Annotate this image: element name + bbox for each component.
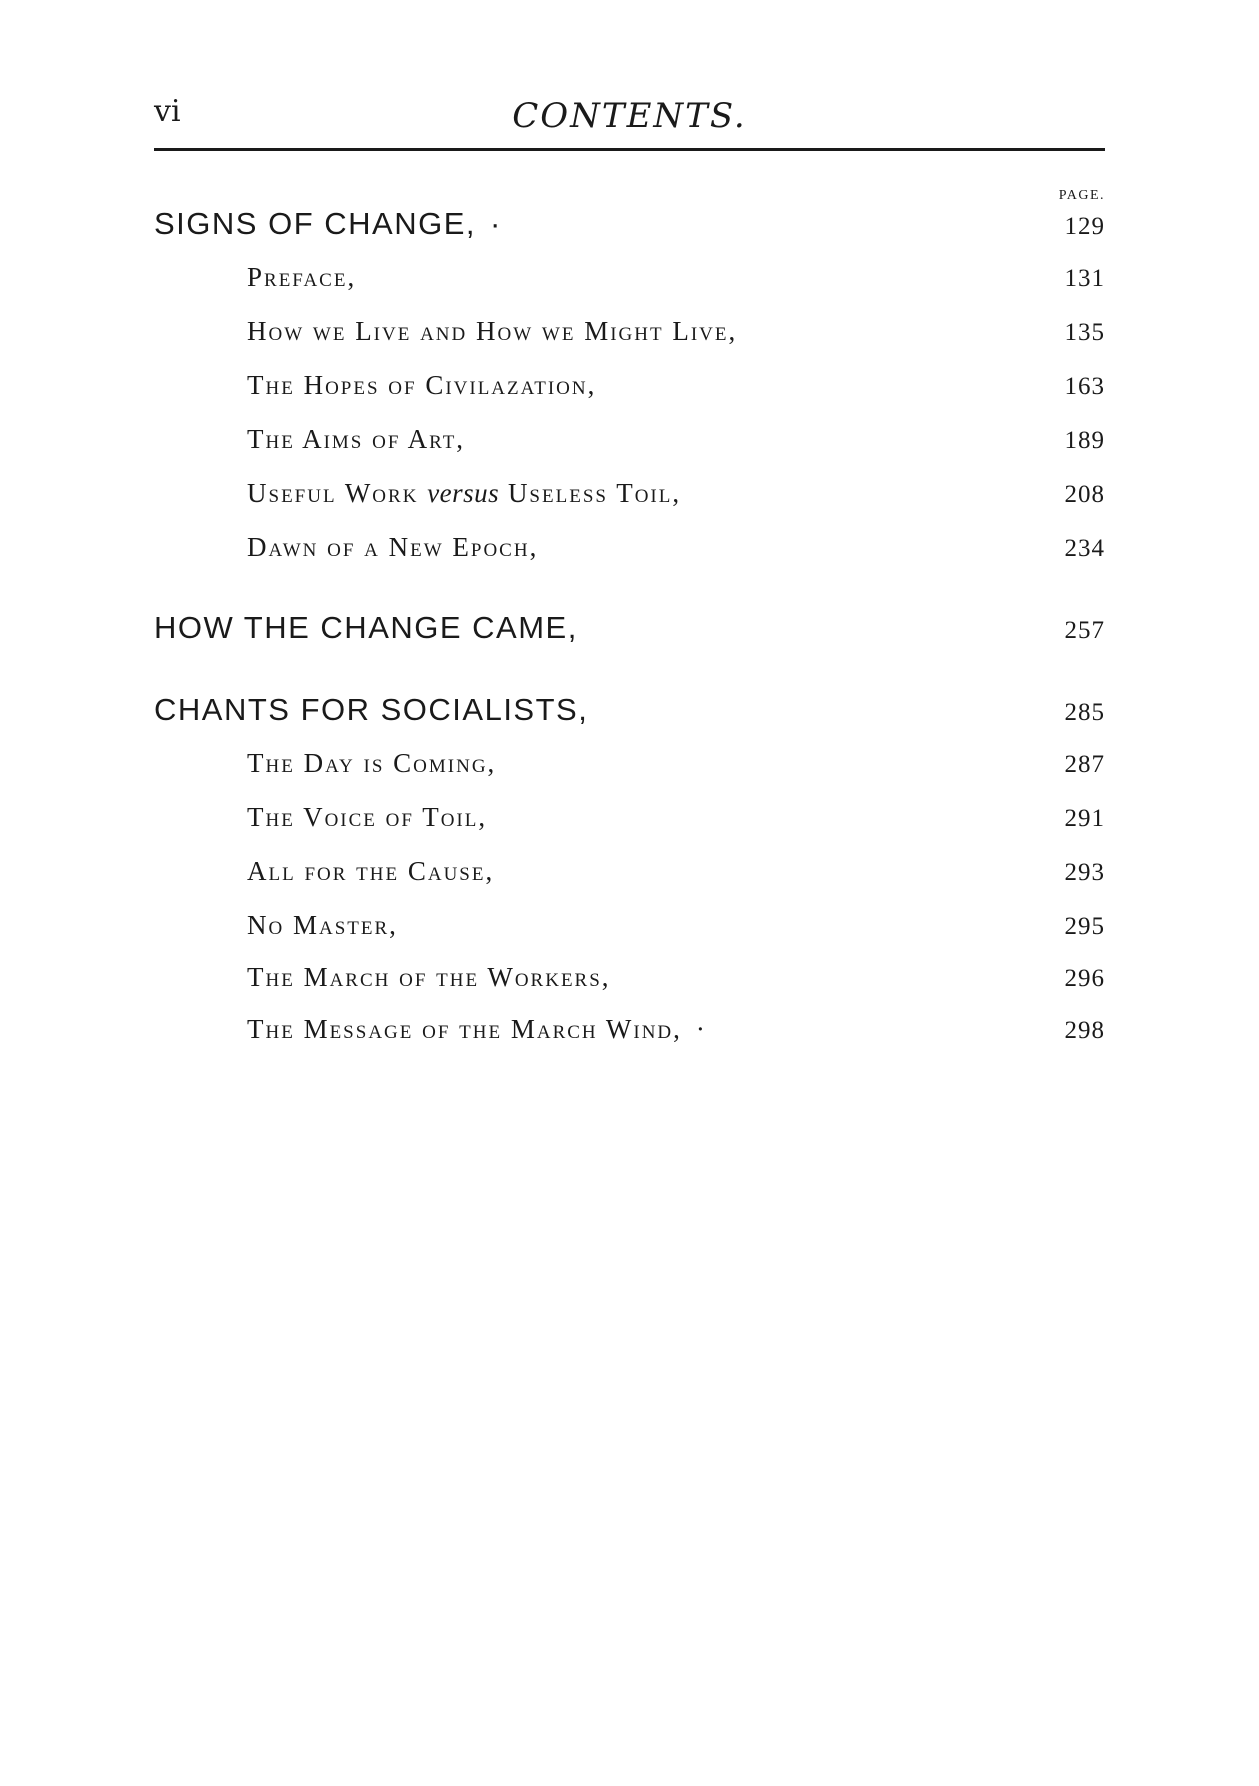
toc-entry-preface[interactable] [154, 262, 1105, 306]
toc-page-number: 285 [1064, 699, 1105, 726]
toc-page-number: 163 [1064, 373, 1105, 400]
toc-page-number: 291 [1064, 805, 1105, 832]
toc-entry-title: The Aims of Art, [247, 424, 466, 454]
toc-section-title: HOW THE CHANGE CAME, [154, 610, 578, 645]
toc-entry-no-master[interactable] [154, 910, 1105, 954]
toc-page-number: 298 [1064, 1017, 1105, 1044]
toc-section-title: CHANTS FOR SOCIALISTS, [154, 692, 589, 727]
toc-entry-title: The Day is Coming, [247, 748, 497, 778]
page-folio: vi [154, 94, 181, 129]
toc-entry-title: Dawn of a New Epoch, [247, 532, 539, 562]
toc-entry-march-of-the-workers[interactable] [154, 962, 1105, 1006]
toc-page-number: 295 [1064, 913, 1105, 940]
toc-section-chants-for-socialists[interactable] [154, 692, 1105, 736]
leader-dot: · [695, 1014, 707, 1044]
toc-page-number: 287 [1064, 751, 1105, 778]
toc-entry-all-for-the-cause[interactable] [154, 856, 1105, 900]
toc-entry-title: All for the Cause, [247, 856, 495, 886]
toc-entry-title: The Message of the March Wind, [247, 1014, 682, 1044]
toc-page-number: 234 [1064, 535, 1105, 562]
toc-section-signs-of-change[interactable] [154, 206, 1105, 250]
toc-entry-voice-of-toil[interactable] [154, 802, 1105, 846]
toc-page-number: 257 [1064, 617, 1105, 644]
toc-section-how-the-change-came[interactable] [154, 610, 1105, 654]
toc-entry-title-part: Useful Work [247, 478, 419, 508]
toc-entry-title: Preface, [247, 262, 357, 292]
toc-entry-useful-work[interactable] [154, 478, 1105, 522]
toc-page-number: 135 [1064, 319, 1105, 346]
toc-page-number: 129 [1064, 213, 1105, 240]
page-column-label: PAGE. [1058, 188, 1105, 203]
toc-entry-title: The March of the Workers, [247, 962, 611, 992]
toc-section-title: SIGNS OF CHANGE, [154, 206, 476, 241]
toc-entry-title-italic: versus [427, 478, 500, 508]
toc-page-number: 293 [1064, 859, 1105, 886]
toc-page-number: 189 [1064, 427, 1105, 454]
toc-entry-title: The Hopes of Civilazation, [247, 370, 597, 400]
toc-page-number: 208 [1064, 481, 1105, 508]
toc-page-number: 296 [1064, 965, 1105, 992]
running-title: CONTENTS. [512, 96, 747, 136]
toc-entry-title: No Master, [247, 910, 398, 940]
toc-entry-title: The Voice of Toil, [247, 802, 488, 832]
toc-entry-hopes-of-civilazation[interactable] [154, 370, 1105, 414]
header-rule [154, 148, 1105, 151]
toc-page-number: 131 [1064, 265, 1105, 292]
toc-entry-aims-of-art[interactable] [154, 424, 1105, 468]
toc-entry-how-we-live[interactable] [154, 316, 1105, 360]
toc-entry-title-part: Useless Toil, [507, 478, 682, 508]
toc-entry-message-of-the-march-wind[interactable] [154, 1014, 1105, 1058]
leader-dot: · [489, 206, 502, 241]
toc-entry-day-is-coming[interactable] [154, 748, 1105, 792]
toc-entry-dawn-of-new-epoch[interactable] [154, 532, 1105, 576]
toc-entry-title: How we Live and How we Might Live, [247, 316, 738, 346]
